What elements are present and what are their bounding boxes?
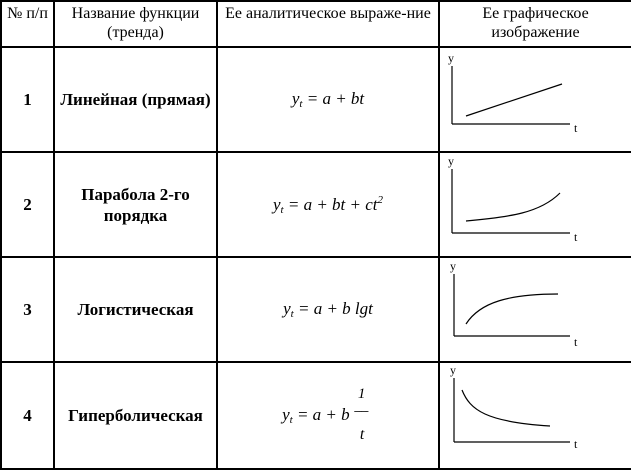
formula-y: y [272, 194, 281, 214]
formula-y: y [291, 89, 300, 109]
y-axis-label: y [450, 259, 456, 273]
x-axis-label: t [574, 334, 578, 349]
formula-rest: = a + bt [302, 89, 365, 109]
table-row [1, 152, 631, 257]
formula-sup: 2 [377, 193, 384, 206]
row-graph [439, 257, 631, 362]
table-row [1, 257, 631, 362]
fraction-numerator: 1 [357, 385, 366, 402]
hyperbolic-graph [440, 364, 629, 468]
trend-curve [462, 390, 550, 426]
row-formula [217, 362, 439, 469]
formula-sub: t [299, 98, 303, 111]
fraction-bar: ------ [353, 405, 368, 417]
formula-y: y [282, 404, 290, 424]
formula-rest: = a + b [292, 404, 354, 424]
formula-rest: = a + b lgt [293, 299, 373, 319]
x-axis-label: t [574, 120, 578, 135]
row-name: Гиперболическая [54, 362, 217, 469]
header-formula: Ее аналитическое выраже-ние [217, 1, 439, 47]
header-name: Название функции (тренда) [54, 1, 217, 47]
y-axis-label: y [448, 154, 454, 168]
row-graph [439, 362, 631, 469]
formula-fraction [354, 386, 374, 446]
fraction-denominator: t [359, 425, 365, 443]
row-graph [439, 47, 631, 152]
table-row [1, 47, 631, 152]
formula-y: y [283, 299, 291, 319]
formula-sub: t [280, 203, 284, 216]
trend-curve [466, 193, 560, 221]
x-axis-label: t [574, 229, 578, 244]
parabola-graph [440, 155, 629, 255]
formula-rest: = a + bt + ct [283, 194, 378, 214]
row-name: Линейная (прямая) [54, 47, 217, 152]
row-num: 3 [1, 257, 54, 362]
header-row [1, 1, 631, 47]
row-formula [217, 152, 439, 257]
formula-sub: t [290, 308, 294, 321]
row-name: Парабола 2-го порядка [54, 152, 217, 257]
row-name: Логистическая [54, 257, 217, 362]
y-axis-label: y [450, 363, 456, 377]
y-axis-label: y [448, 50, 454, 65]
header-graph: Ее графическое изображение [439, 1, 631, 47]
header-num: № п/п [1, 1, 54, 47]
row-graph [439, 152, 631, 257]
linear-graph [440, 50, 629, 150]
formula-sub: t [289, 413, 293, 426]
row-num: 1 [1, 47, 54, 152]
row-num: 4 [1, 362, 54, 469]
row-formula [217, 257, 439, 362]
trend-curve [466, 294, 558, 324]
logistic-graph [440, 260, 629, 360]
row-formula [217, 47, 439, 152]
table-row [1, 362, 631, 469]
x-axis-label: t [574, 436, 578, 451]
trend-curve [466, 84, 562, 116]
row-num: 2 [1, 152, 54, 257]
